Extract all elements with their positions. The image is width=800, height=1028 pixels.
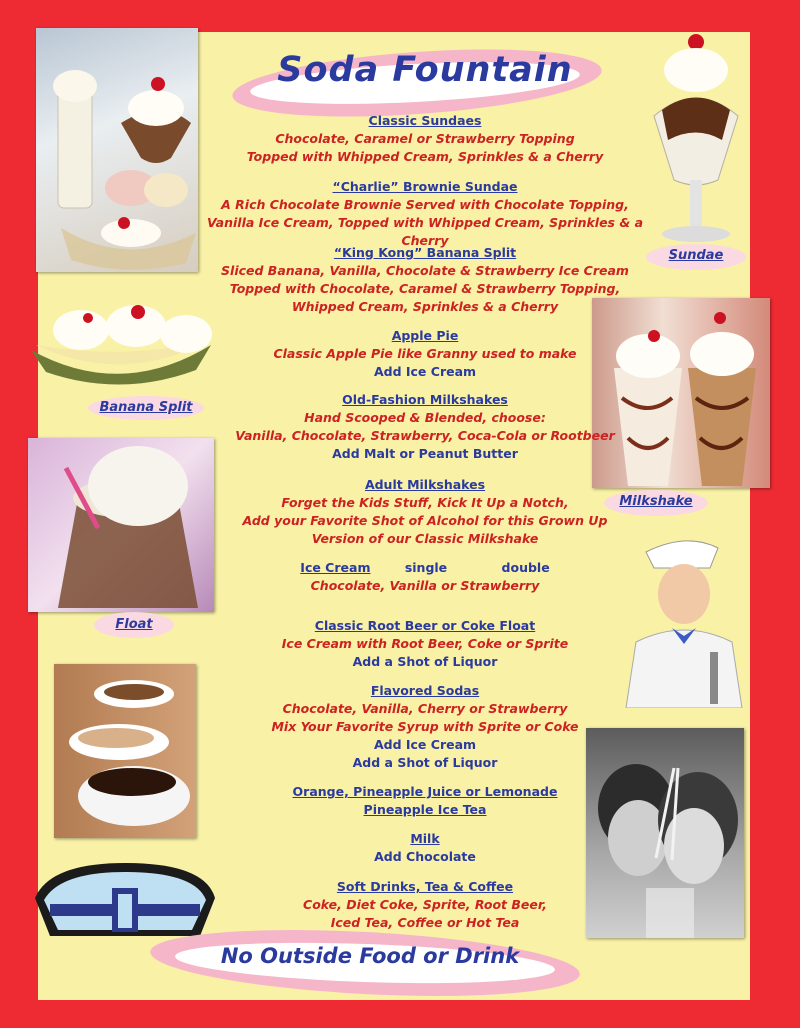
menu-items xyxy=(190,682,660,772)
section-heading: Orange, Pineapple Juice or Lemonade xyxy=(292,784,558,799)
section-line: Chocolate, Vanilla or Strawberry xyxy=(310,578,540,593)
section-heading: Milk xyxy=(410,831,440,846)
section-heading: Classic Sundaes xyxy=(368,113,482,128)
section-heading: Pineapple Ice Tea xyxy=(363,802,487,817)
menu-items xyxy=(190,391,660,463)
section-heading: Flavored Sodas xyxy=(370,683,480,698)
coffee-photo xyxy=(54,664,196,838)
section-heading: Apple Pie xyxy=(391,328,459,343)
menu-items xyxy=(190,244,660,316)
section-line: Chocolate, Vanilla, Cherry or Strawberry xyxy=(282,701,568,716)
section-line: Topped with Chocolate, Caramel & Strawberry Topping, xyxy=(229,281,621,296)
menu-items xyxy=(190,783,660,819)
section-line: Classic Apple Pie like Granny used to make xyxy=(273,346,577,361)
menu-items xyxy=(190,178,660,250)
section-line: Coke, Diet Coke, Sprite, Root Beer, xyxy=(303,897,547,912)
section-heading: Soft Drinks, Tea & Coffee xyxy=(336,879,514,894)
single-label: single xyxy=(404,560,448,575)
section-heading: Old-Fashion Milkshakes xyxy=(342,392,508,407)
menu-items xyxy=(190,476,660,548)
float-photo xyxy=(28,438,214,612)
banana-split-photo xyxy=(26,300,216,392)
menu-items xyxy=(190,327,660,381)
section-line: Add Ice Cream xyxy=(373,364,477,379)
section-heading: “King Kong” Banana Split xyxy=(333,245,517,260)
section-line: Add a Shot of Liquor xyxy=(352,755,498,770)
section-line: Iced Tea, Coffee or Hot Tea xyxy=(330,915,520,930)
section-line: Version of our Classic Milkshake xyxy=(311,531,539,546)
section-heading: Adult Milkshakes xyxy=(364,477,486,492)
section-line: Vanilla Ice Cream, Topped with Whipped Cream, Sprinkles & a Cherry xyxy=(206,215,644,248)
section-line: Hand Scooped & Blended, choose: xyxy=(304,410,546,425)
menu-items xyxy=(190,830,660,866)
float-caption: Float xyxy=(115,617,153,632)
section-line: Vanilla, Chocolate, Strawberry, Coca-Cola or Rootbeer xyxy=(235,428,615,443)
section-line: Add Chocolate xyxy=(374,849,476,864)
section-classic-sundaes xyxy=(190,112,660,166)
menu-title: Soda Fountain xyxy=(277,50,573,90)
footer-notice: No Outside Food or Drink xyxy=(220,944,520,968)
section-line: Add Malt or Peanut Butter xyxy=(332,446,518,461)
sundae-caption: Sundae xyxy=(668,248,724,263)
section-line: Add Ice Cream xyxy=(373,737,477,752)
menu-items xyxy=(190,617,660,671)
menu-items xyxy=(190,112,660,166)
menu-items xyxy=(190,878,660,932)
section-line: Add your Favorite Shot of Alcohol for this Grown Up xyxy=(242,513,608,528)
section-line: A Rich Chocolate Brownie Served with Chocolate Topping, xyxy=(221,197,629,212)
sundae-collage-photo xyxy=(36,28,198,272)
section-line: Sliced Banana, Vanilla, Chocolate & Strawberry Ice Cream xyxy=(221,263,629,278)
section-line: Mix Your Favorite Syrup with Sprite or Coke xyxy=(271,719,579,734)
section-heading: Ice Cream xyxy=(300,560,371,575)
section-line: Chocolate, Caramel or Strawberry Topping xyxy=(275,131,575,146)
section-line: Forget the Kids Stuff, Kick It Up a Notch, xyxy=(281,495,569,510)
section-line: Add a Shot of Liquor xyxy=(352,654,498,669)
section-line: Ice Cream with Root Beer, Coke or Sprite xyxy=(281,636,569,651)
section-heading: Classic Root Beer or Coke Float xyxy=(314,618,536,633)
banana-split-caption: Banana Split xyxy=(99,400,193,415)
double-label: double xyxy=(501,560,550,575)
section-line: Whipped Cream, Sprinkles & a Cherry xyxy=(291,299,559,314)
section-line: Topped with Whipped Cream, Sprinkles & a Cherry xyxy=(246,149,604,164)
ice-cream-heading-row xyxy=(190,559,660,577)
milkshake-caption: Milkshake xyxy=(619,494,693,509)
menu-items xyxy=(190,559,660,595)
section-heading: “Charlie” Brownie Sundae xyxy=(332,179,518,194)
